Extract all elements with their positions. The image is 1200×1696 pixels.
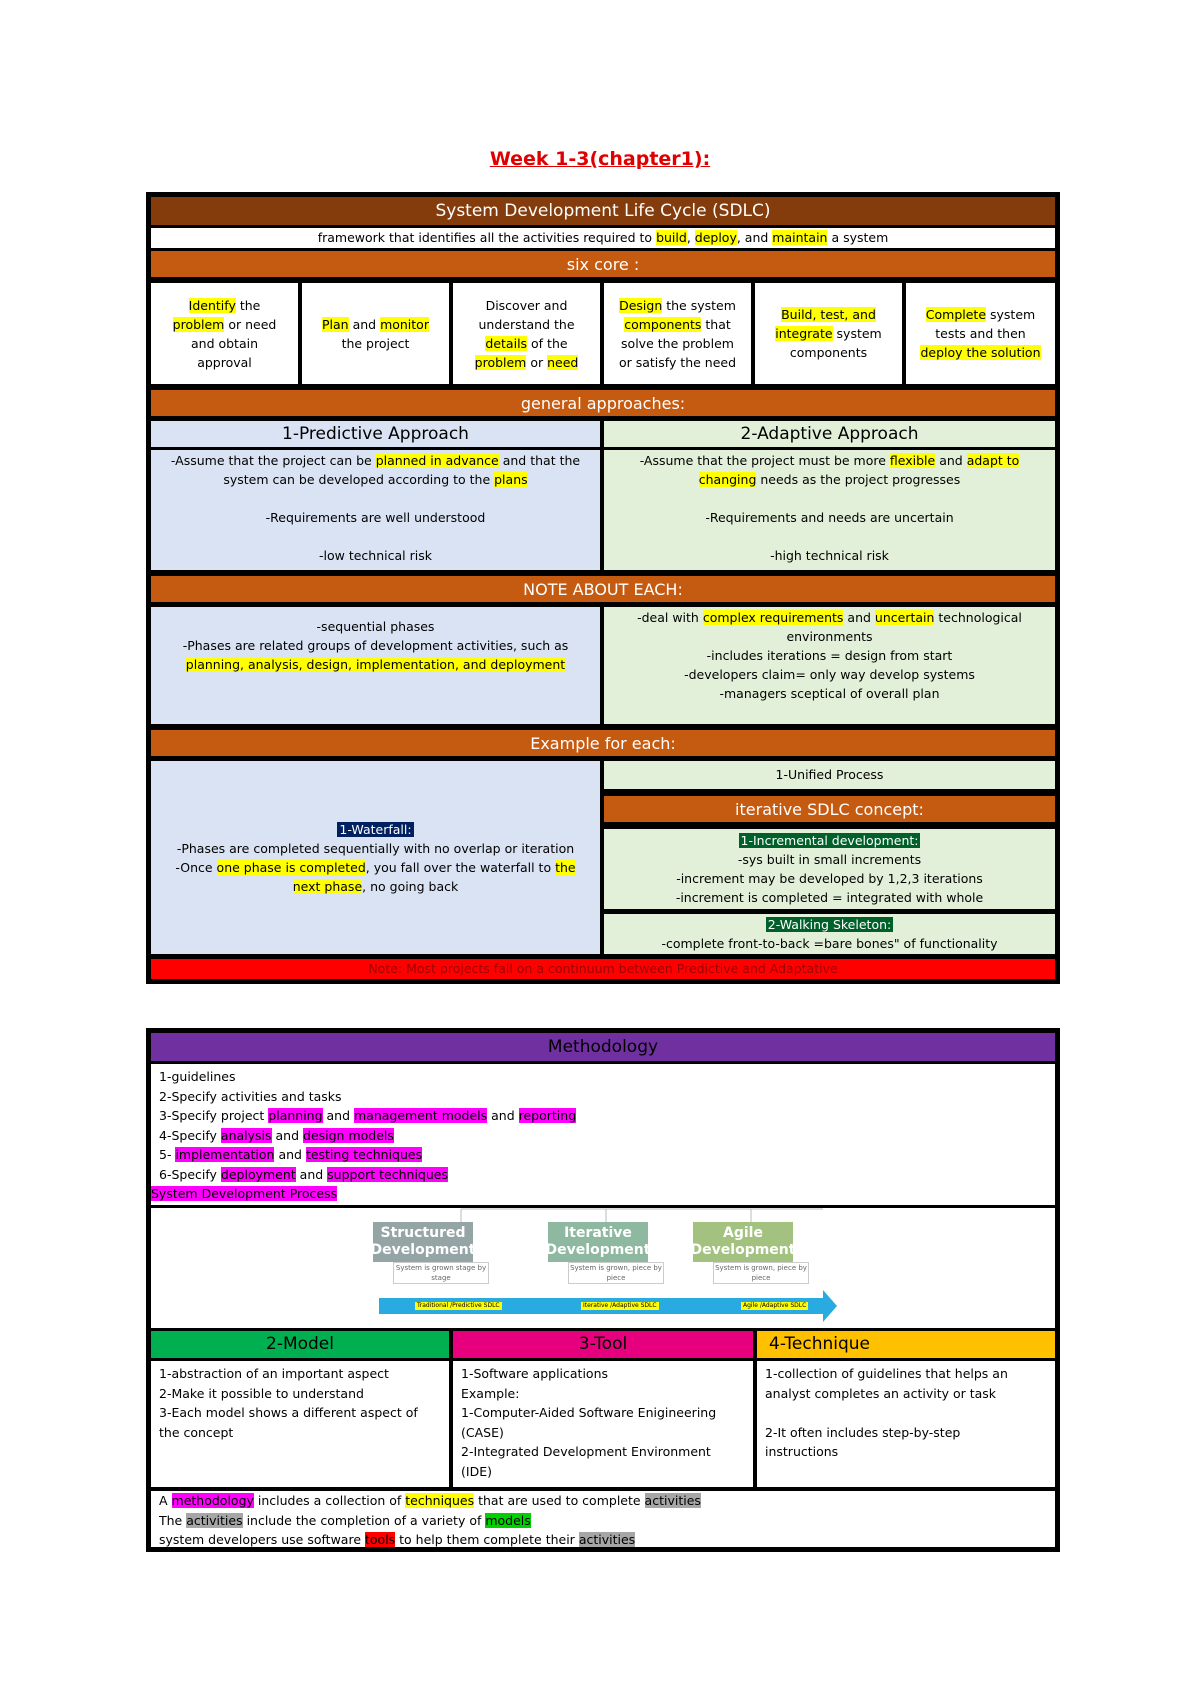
structured-development-caption: System is grown stage by stage	[393, 1262, 489, 1284]
technique-line-2: analyst completes an activity or task	[765, 1385, 997, 1401]
sdlc-definition	[151, 228, 1055, 248]
summary-line-3: system developers use software tools to help them complete their activities	[159, 1532, 636, 1547]
core-1-line-2: problem or need	[172, 316, 277, 332]
technique-line-4: instructions	[765, 1444, 839, 1459]
predictive-line-3: -Requirements are well understood	[265, 510, 486, 525]
tool-line-6: (IDE)	[461, 1463, 492, 1479]
walking-skeleton-cell	[604, 914, 1055, 954]
iterative-header	[604, 796, 1055, 822]
def-build: build	[656, 230, 687, 245]
note-about-each-text: NOTE ABOUT EACH:	[523, 579, 683, 599]
note-predictive-line-3: planning, analysis, design, implementation, and deployment	[185, 657, 566, 672]
predictive-body	[151, 450, 600, 570]
methodology-header	[151, 1033, 1055, 1061]
note-adaptive-line-5: -managers sceptical of overall plan	[719, 686, 940, 701]
core-3-line-2: understand the	[478, 316, 575, 332]
core-cell-6	[906, 283, 1055, 384]
core-2-line-2: the project	[341, 335, 410, 351]
incremental-cell	[604, 829, 1055, 909]
core-cell-4	[604, 283, 751, 384]
sdlc-header	[151, 197, 1055, 225]
methodology-header-text: Methodology	[547, 1036, 659, 1057]
general-approaches-text: general approaches:	[520, 393, 686, 413]
note-adaptive-line-3: -includes iterations = design from start	[706, 648, 953, 663]
adaptive-line-3: -Requirements and needs are uncertain	[705, 510, 954, 525]
model-line-2: 2-Make it possible to understand	[159, 1385, 364, 1401]
note-adaptive	[604, 607, 1055, 724]
predictive-line-4: -low technical risk	[319, 548, 432, 563]
technique-body	[757, 1361, 1055, 1487]
note-adaptive-line-2: environments	[786, 629, 873, 644]
iterative-development-caption: System is grown, piece by piece	[568, 1262, 664, 1284]
core-cell-2	[302, 283, 449, 384]
core-6-line-3: deploy the solution	[920, 345, 1041, 360]
unified-process: 1-Unified Process	[604, 761, 1055, 789]
note-predictive-line-2: -Phases are related groups of development activities, such as	[182, 638, 569, 653]
core-4-line-4: or satisfy the need	[618, 354, 737, 370]
def-deploy: deploy	[694, 230, 737, 245]
sdlc-header-text: System Development Life Cycle (SDLC)	[435, 200, 771, 221]
methodology-list	[151, 1064, 1055, 1205]
tool-line-3: 1-Computer-Aided Software Enigineering	[461, 1405, 717, 1420]
technique-line-3: 2-It often includes step-by-step	[765, 1424, 961, 1440]
core-6-line-2: tests and then	[935, 326, 1026, 341]
core-2-line-1: Plan and monitor	[322, 316, 429, 332]
core-6-line-1: Complete system	[925, 307, 1036, 322]
agile-development-caption: System is grown, piece by piece	[713, 1262, 809, 1284]
six-core-header	[151, 251, 1055, 277]
def-text-1: framework that identifies all the activities required to	[317, 230, 657, 245]
tool-line-1: 1-Software applications	[461, 1366, 609, 1381]
waterfall-line-2: -Once one phase is completed, you fall over the waterfall to the	[175, 859, 576, 875]
general-approaches-header	[151, 390, 1055, 416]
waterfall-title: 1-Waterfall:	[339, 821, 412, 837]
agile-development-box: Agile Development	[693, 1222, 793, 1262]
model-line-4: the concept	[159, 1424, 234, 1440]
core-4-line-1: Design the system	[619, 297, 736, 313]
predictive-header: 1-Predictive Approach	[151, 421, 600, 447]
tool-line-5: 2-Integrated Development Environment	[461, 1444, 711, 1459]
arrow-label-predictive: Traditional /Predictive SDLC	[417, 1302, 500, 1309]
iterative-header-text: iterative SDLC concept:	[735, 799, 924, 819]
methodology-item-4: 4-Specify analysis and design models	[159, 1127, 394, 1143]
walking-skeleton-title: 2-Walking Skeleton:	[767, 917, 892, 932]
note-about-each-header	[151, 576, 1055, 602]
adaptive-line-4: -high technical risk	[770, 548, 889, 563]
incremental-line-1: -sys built in small increments	[737, 852, 922, 867]
core-cell-3	[453, 283, 600, 384]
example-header	[151, 730, 1055, 756]
tool-body	[453, 1361, 753, 1487]
methodology-item-5: 5- implementation and testing techniques	[159, 1147, 423, 1162]
core-5-line-3: components	[789, 345, 868, 360]
note-adaptive-line-1: -deal with complex requirements and uncertain technological	[637, 610, 1022, 625]
note-adaptive-line-4: -developers claim= only way develop systems	[684, 667, 975, 682]
def-text-4: a system	[827, 230, 889, 245]
example-header-text: Example for each:	[530, 733, 676, 753]
core-1-line-3: and obtain	[190, 335, 259, 351]
predictive-line-2: system can be developed according to the plans	[223, 472, 528, 487]
core-cell-1	[151, 283, 298, 384]
development-diagram	[151, 1208, 1055, 1328]
arrow-label-agile: Agile /Adaptive SDLC	[743, 1302, 807, 1309]
adaptive-line-1: -Assume that the project must be more flexible and adapt to	[639, 453, 1020, 468]
technique-line-1: 1-collection of guidelines that helps an	[765, 1366, 1008, 1381]
waterfall-cell	[151, 761, 600, 954]
footer-note: Note: Most projects fall on a continuum between Predictive and Adaptative	[151, 959, 1055, 979]
tool-header-text: 3-Tool	[578, 1334, 628, 1354]
six-core-text: six core :	[566, 254, 640, 274]
note-predictive	[151, 607, 600, 724]
core-1-line-1: Identify the	[188, 297, 261, 313]
incremental-line-3: -increment is completed = integrated with whole	[675, 890, 984, 905]
incremental-title: 1-Incremental development:	[740, 833, 919, 848]
incremental-line-2: -increment may be developed by 1,2,3 iterations	[676, 871, 983, 886]
core-4-line-3: solve the problem	[621, 335, 734, 351]
predictive-line-1: -Assume that the project can be planned in advance and that the	[170, 453, 581, 468]
model-header	[151, 1331, 449, 1358]
core-1-line-4: approval	[197, 354, 252, 370]
core-3-line-3: details of the	[485, 335, 568, 351]
adaptive-body	[604, 450, 1055, 570]
iterative-development-box: Iterative Development	[548, 1222, 648, 1262]
arrow-label-iterative: Iterative /Adaptive SDLC	[583, 1302, 657, 1309]
core-3-line-4: problem or need	[474, 354, 579, 370]
tool-header	[453, 1331, 753, 1358]
waterfall-line-3: next phase, no going back	[292, 878, 459, 894]
structured-development-box: Structured Development	[373, 1222, 473, 1262]
sdlc-spectrum-arrow	[151, 1208, 1055, 1328]
adaptive-line-2: changing needs as the project progresses	[698, 472, 961, 487]
summary-line-1: A methodology includes a collection of techniques that are used to complete activities	[159, 1493, 701, 1508]
core-3-line-1: Discover and	[485, 297, 568, 313]
methodology-item-6: 6-Specify deployment and support techniques	[159, 1166, 448, 1182]
def-maintain: maintain	[772, 230, 828, 245]
core-5-line-1: Build, test, and	[781, 307, 876, 322]
model-line-1: 1-abstraction of an important aspect	[159, 1366, 389, 1381]
adaptive-header: 2-Adaptive Approach	[604, 421, 1055, 447]
methodology-item-7: System Development Process	[151, 1186, 338, 1201]
technique-header	[757, 1331, 1055, 1358]
model-header-text: 2-Model	[266, 1334, 334, 1354]
technique-header-text: 4-Technique	[769, 1334, 870, 1354]
def-text-2: ,	[686, 230, 695, 245]
note-predictive-line-1: -sequential phases	[316, 619, 435, 634]
walking-skeleton-line-1: -complete front-to-back =bare bones" of functionality	[661, 936, 998, 951]
waterfall-line-1: -Phases are completed sequentially with no overlap or iteration	[176, 840, 575, 856]
tool-line-4: (CASE)	[461, 1424, 504, 1440]
methodology-item-3: 3-Specify project planning and management models and reporting	[159, 1108, 577, 1123]
methodology-item-2: 2-Specify activities and tasks	[159, 1088, 342, 1104]
model-body	[151, 1361, 449, 1487]
def-text-3: , and	[736, 230, 773, 245]
page-title: Week 1-3(chapter1):	[489, 148, 711, 170]
core-5-line-2: integrate system	[775, 326, 882, 341]
summary-line-2: The activities include the completion of a variety of models	[159, 1512, 531, 1528]
tool-line-2: Example:	[461, 1385, 520, 1401]
methodology-summary	[151, 1491, 1055, 1547]
model-line-3: 3-Each model shows a different aspect of	[159, 1405, 418, 1420]
methodology-item-1: 1-guidelines	[159, 1069, 236, 1084]
core-cell-5	[755, 283, 902, 384]
core-4-line-2: components that	[624, 316, 731, 332]
